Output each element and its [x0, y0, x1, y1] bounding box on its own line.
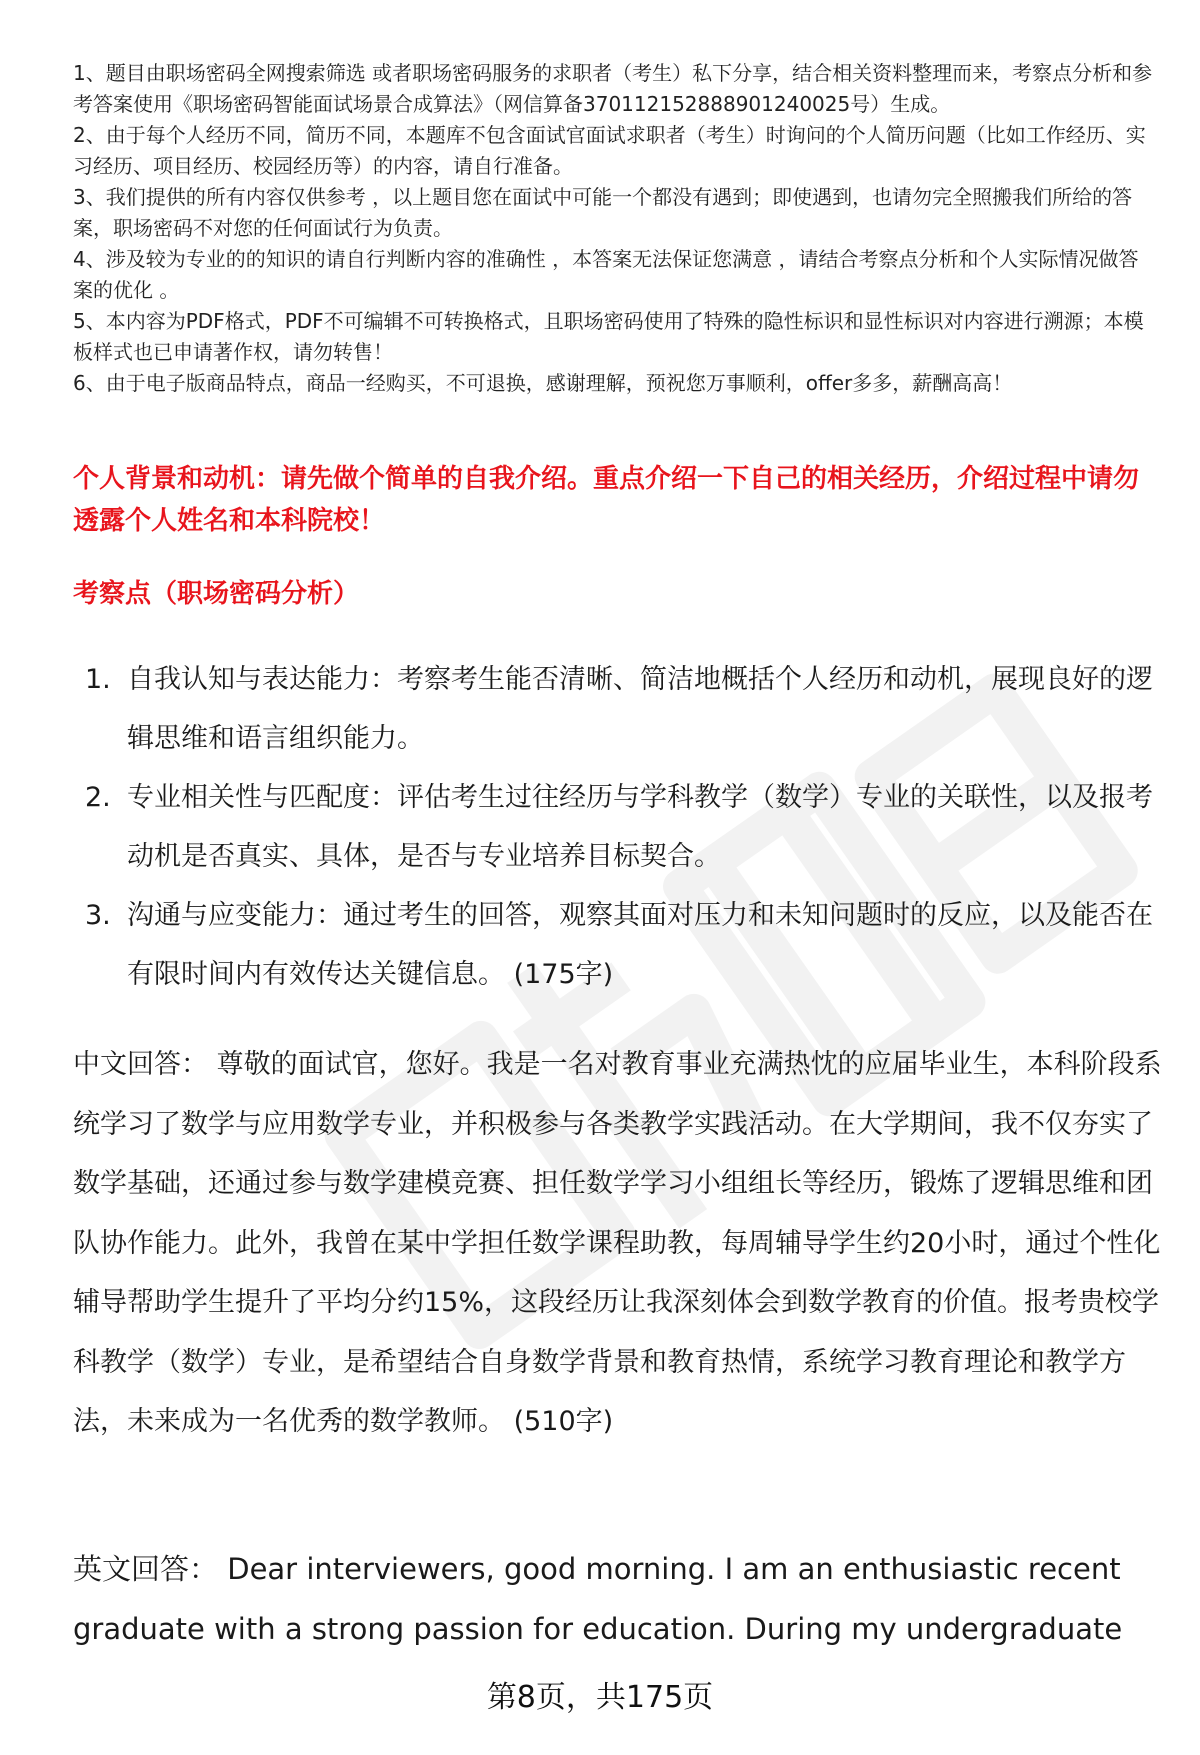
disclaimer-note: 6、由于电子版商品特点，商品一经购买，不可退换，感谢理解，预祝您万事顺利，offer多多，薪酬高高！ [73, 371, 1013, 395]
disclaimer-note: 4、涉及较为专业的的知识的请自行判断内容的准确性 ，本答案无法保证您满意 ，请结合考察点分析和个人实际情况做答案的优化 。 [73, 247, 1139, 302]
chinese-answer-text: 尊敬的面试官，您好。我是一名对教育事业充满热忱的应届毕业生，本科阶段系统学习了数学与应用数学专业，并积极参与各类教学实践活动。在大学期间，我不仅夯实了数学基础，还通过参与数学建模竞赛、担任数学学习小组组长等经历，锻炼了逻辑思维和团队协作能力。此外，我曾在某中学担任数学课程助教，每周辅导学生约20小时，通过个性化辅导帮助学生提升了平均分约15%，这段经历让我深刻体会到数学教育的价值。报考贵校学科教学（数学）专业，是希望结合自身数学背景和教育热情，系统学习教育理论和教学方法，未来成为一名优秀的数学教师。 (510字) [73, 1049, 1162, 1437]
list-item-text: 自我认知与表达能力：考察考生能否清晰、简洁地概括个人经历和动机，展现良好的逻辑思维和语言组织能力。 [127, 664, 1153, 754]
list-item [85, 650, 1165, 768]
disclaimer-note: 1、题目由职场密码全网搜索筛选 或者职场密码服务的求职者（考生）私下分享，结合相关资料整理而来，考察点分析和参考答案使用《职场密码智能面试场景合成算法》（网信算备370112152888901240025号）生成。 [73, 61, 1153, 116]
english-answer [73, 1540, 1163, 1659]
disclaimer-note: 5、本内容为PDF格式，PDF不可编辑不可转换格式，且职场密码使用了特殊的隐性标识和显性标识对内容进行溯源；本模板样式也已申请著作权，请勿转售！ [73, 309, 1144, 364]
list-item-number: 2. [85, 782, 111, 813]
chinese-answer-label: 中文回答： [73, 1049, 208, 1080]
question-heading: 个人背景和动机：请先做个简单的自我介绍。重点介绍一下自己的相关经历，介绍过程中请勿透露个人姓名和本科院校！ [73, 464, 1140, 536]
list-item-text: 沟通与应变能力：通过考生的回答，观察其面对压力和未知问题时的反应，以及能否在有限时间内有效传达关键信息。 (175字) [127, 900, 1153, 990]
analysis-points-list [85, 650, 1165, 1004]
list-item-text: 专业相关性与匹配度：评估考生过往经历与学科教学（数学）专业的关联性，以及报考动机是否真实、具体，是否与专业培养目标契合。 [127, 782, 1153, 872]
analysis-heading: 考察点（职场密码分析） [73, 579, 360, 609]
chinese-answer [73, 1035, 1163, 1452]
english-answer-label: 英文回答： [73, 1552, 219, 1586]
disclaimer-note: 3、我们提供的所有内容仅供参考 ，以上题目您在面试中可能一个都没有遇到；即使遇到，也请勿完全照搬我们所给的答案，职场密码不对您的任何面试行为负责。 [73, 185, 1133, 240]
list-item [85, 768, 1165, 886]
english-answer-text: Dear interviewers, good morning. I am an enthusiastic recent graduate with a strong passion for education. During my undergraduate [73, 1552, 1123, 1646]
page-number: 第8页，共175页 [486, 1680, 714, 1715]
list-item [85, 886, 1165, 1004]
list-item-number: 3. [85, 900, 111, 931]
disclaimer-note: 2、由于每个人经历不同，简历不同，本题库不包含面试官面试求职者（考生）时询问的个人简历问题（比如工作经历、实习经历、项目经历、校园经历等）的内容，请自行准备。 [73, 123, 1146, 178]
disclaimer-notes [73, 58, 1158, 399]
list-item-number: 1. [85, 664, 111, 695]
